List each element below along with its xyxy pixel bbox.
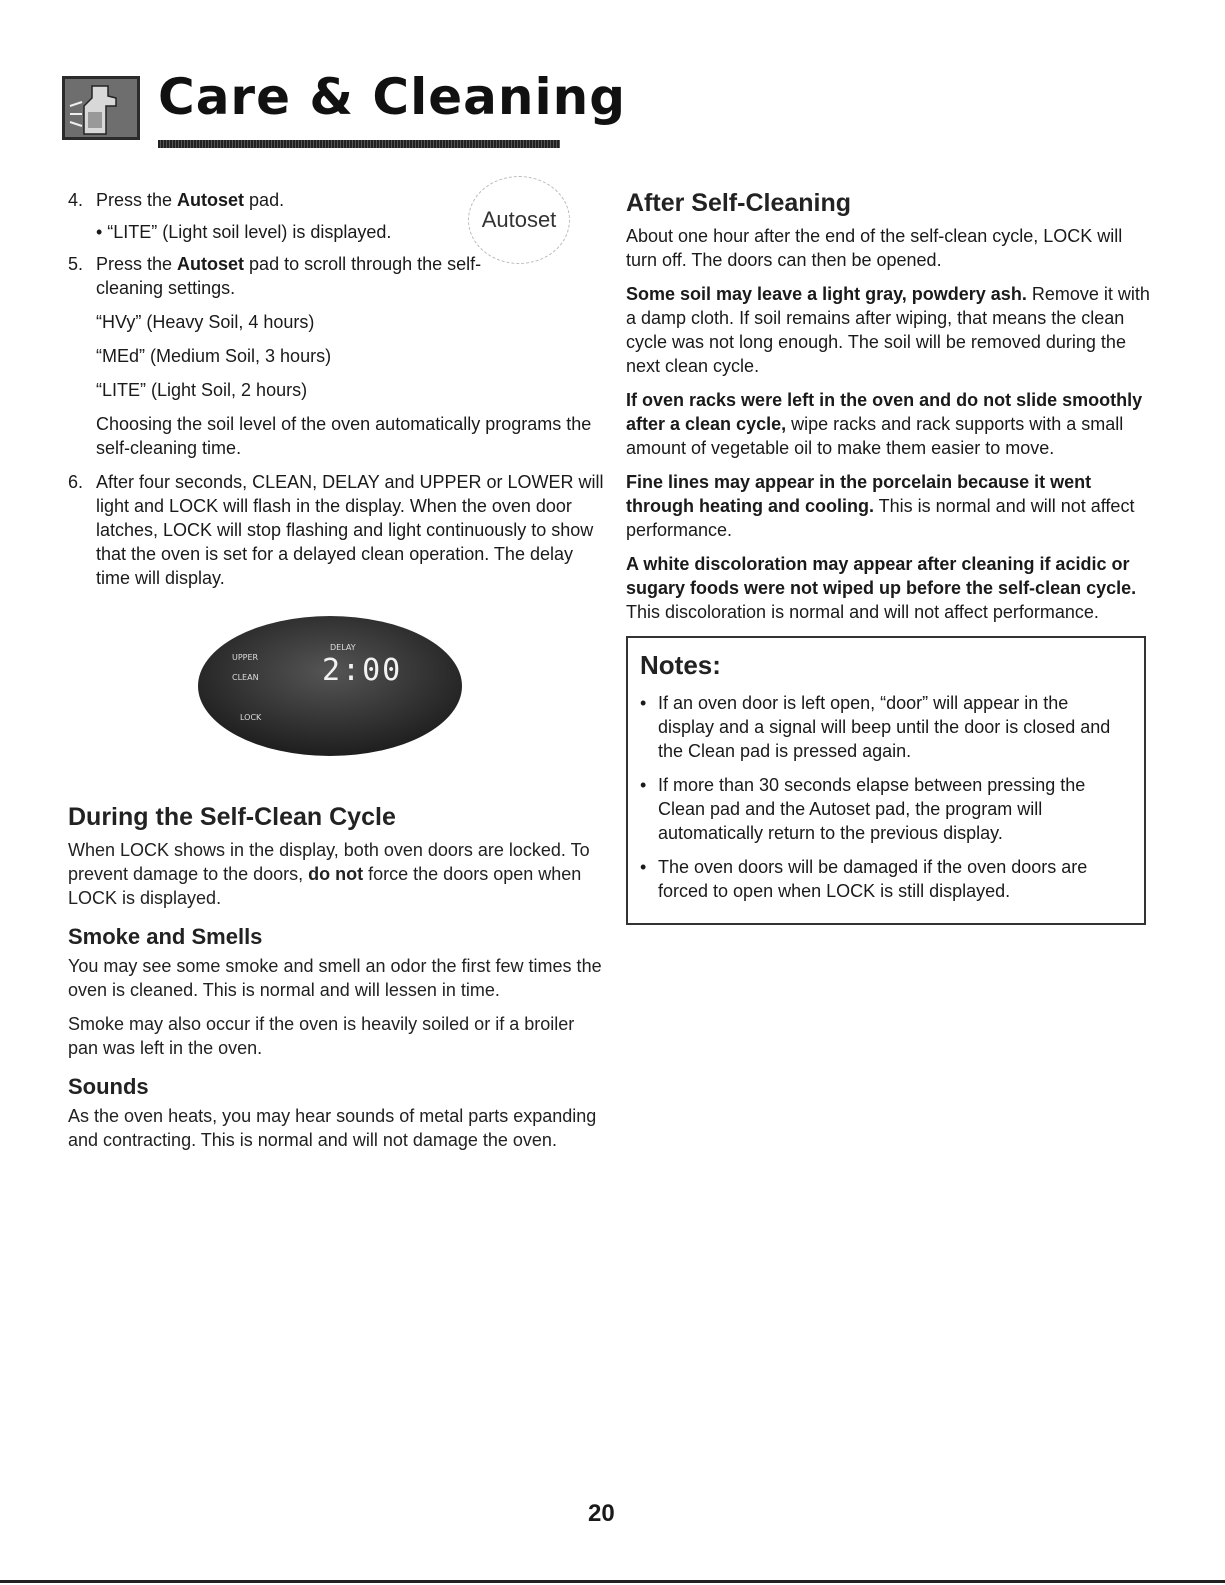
step-text: After four seconds, CLEAN, DELAY and UPPER or LOWER will light and LOCK will flash in the display. When the oven door latches, LOCK will stop flashing and light continuously to show that the oven is set for a delayed clean operation. The delay time will display. (96, 472, 604, 588)
during-cycle-text: When LOCK shows in the display, both oven doors are locked. To prevent damage to the doors, do not force the doors open when LOCK is displayed. (68, 840, 590, 908)
oven-display-oval (196, 614, 464, 759)
autoset-pad-illustration: Autoset (468, 176, 570, 264)
oven-display-illustration (68, 614, 608, 784)
step-5-note: Choosing the soil level of the oven automatically programs the self-cleaning time. (96, 414, 592, 458)
display-label-lock: LOCK (240, 713, 262, 722)
notes-title: Notes: (640, 650, 721, 680)
after-cleaning-text-3: If oven racks were left in the oven and do not slide smoothly after a clean cycle, wipe racks and rack supports with a small amount of vegetable oil to make them easier to move. (626, 390, 1143, 458)
step-6 (68, 470, 608, 590)
smoke-text-2: Smoke may also occur if the oven is heavily soiled or if a broiler pan was left in the oven. (68, 1014, 575, 1058)
step-number: 6. (68, 472, 84, 492)
step-number: 5. (68, 254, 84, 274)
notes-box (626, 636, 1146, 925)
smoke-heading: Smoke and Smells (68, 924, 263, 949)
smoke-text-1: You may see some smoke and smell an odor the first few times the oven is cleaned. This is normal and will lessen in time. (68, 956, 602, 1000)
step-text: Press the Autoset pad. (96, 190, 285, 210)
notes-item: • The oven doors will be damaged if the oven doors are forced to open when LOCK is still displayed. (640, 857, 1088, 901)
soil-option-heavy: “HVy” (Heavy Soil, 4 hours) (96, 312, 315, 332)
notes-item: • If more than 30 seconds elapse between pressing the Clean pad and the Autoset pad, the program will automatically return to the previous display. (640, 775, 1086, 843)
page-title: Care & Cleaning (158, 68, 627, 126)
page-bottom-rule (0, 1580, 1225, 1583)
right-column (626, 188, 1154, 925)
after-cleaning-text-2: Some soil may leave a light gray, powdery ash. Remove it with a damp cloth. If soil remains after wiping, that means the clean cycle was not long enough. The soil will be removed during the next clean cycle. (626, 284, 1150, 376)
display-label-upper: UPPER (232, 653, 259, 662)
after-cleaning-text-4: Fine lines may appear in the porcelain because it went through heating and cooling. This is normal and will not affect performance. (626, 472, 1135, 540)
after-cleaning-heading: After Self-Cleaning (626, 189, 852, 217)
sounds-heading: Sounds (68, 1074, 149, 1099)
header-underline (158, 140, 560, 148)
step-number: 4. (68, 190, 84, 210)
after-cleaning-text-5: A white discoloration may appear after cleaning if acidic or sugary foods were not wiped up before the self-clean cycle. This discoloration is normal and will not affect performance. (626, 554, 1137, 622)
during-cycle-heading: During the Self-Clean Cycle (68, 803, 396, 831)
display-label-delay: DELAY (330, 643, 356, 652)
soil-option-light: “LITE” (Light Soil, 2 hours) (96, 380, 308, 400)
soil-option-medium: “MEd” (Medium Soil, 3 hours) (96, 346, 332, 366)
notes-item: • If an oven door is left open, “door” will appear in the display and a signal will beep until the door is closed and the Clean pad is pressed again. (640, 693, 1111, 761)
display-time: 2:00 (322, 653, 403, 688)
page-number: 20 (588, 1500, 615, 1527)
spray-bottle-icon (62, 76, 140, 140)
page-header (62, 66, 627, 148)
step-text: Press the Autoset pad to scroll through the self-cleaning settings. (96, 254, 482, 298)
display-label-clean: CLEAN (232, 673, 259, 682)
sounds-text: As the oven heats, you may hear sounds of metal parts expanding and contracting. This is normal and will not damage the oven. (68, 1106, 597, 1150)
after-cleaning-text-1: About one hour after the end of the self-clean cycle, LOCK will turn off. The doors can then be opened. (626, 226, 1123, 270)
step-4-bullet: • “LITE” (Light soil level) is displayed. (96, 222, 392, 242)
left-column (68, 188, 608, 1152)
